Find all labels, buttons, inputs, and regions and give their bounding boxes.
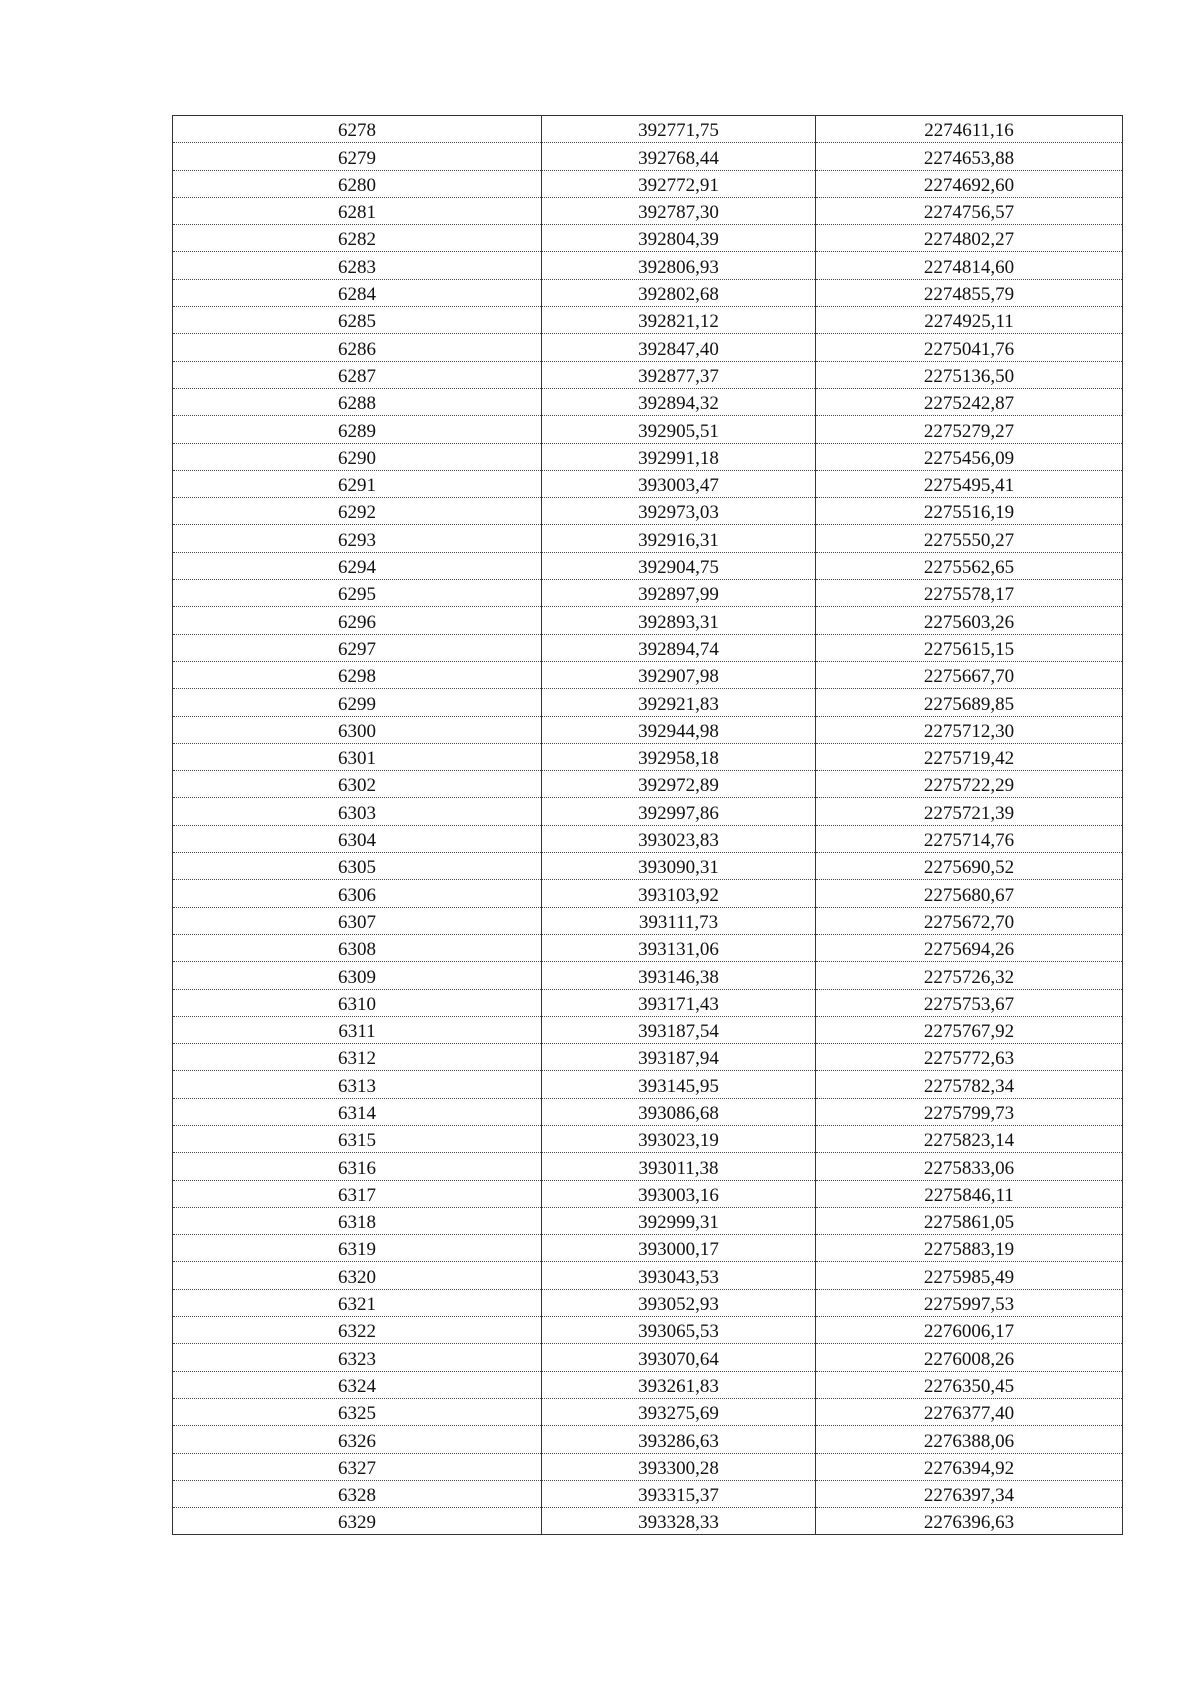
table-row — [173, 116, 1123, 143]
table-row — [173, 1044, 1123, 1071]
point-number-cell: 6295 — [173, 580, 542, 607]
y-coordinate-cell: 2275667,70 — [816, 661, 1123, 688]
x-coordinate-cell: 392904,75 — [542, 552, 816, 579]
x-coordinate-cell: 392991,18 — [542, 443, 816, 470]
y-coordinate-cell: 2274802,27 — [816, 225, 1123, 252]
x-coordinate-cell: 392944,98 — [542, 716, 816, 743]
table-row — [173, 880, 1123, 907]
table-row — [173, 634, 1123, 661]
point-number-cell: 6291 — [173, 470, 542, 497]
point-number-cell: 6280 — [173, 170, 542, 197]
point-number-cell: 6322 — [173, 1317, 542, 1344]
point-number-cell: 6292 — [173, 498, 542, 525]
x-coordinate-cell: 392821,12 — [542, 307, 816, 334]
table-row — [173, 416, 1123, 443]
point-number-cell: 6314 — [173, 1098, 542, 1125]
x-coordinate-cell: 393103,92 — [542, 880, 816, 907]
y-coordinate-cell: 2275753,67 — [816, 989, 1123, 1016]
point-number-cell: 6299 — [173, 689, 542, 716]
x-coordinate-cell: 393275,69 — [542, 1398, 816, 1425]
table-row — [173, 1125, 1123, 1152]
x-coordinate-cell: 393023,19 — [542, 1125, 816, 1152]
y-coordinate-cell: 2275719,42 — [816, 743, 1123, 770]
x-coordinate-cell: 392894,74 — [542, 634, 816, 661]
point-number-cell: 6282 — [173, 225, 542, 252]
point-number-cell: 6304 — [173, 825, 542, 852]
point-number-cell: 6312 — [173, 1044, 542, 1071]
x-coordinate-cell: 393145,95 — [542, 1071, 816, 1098]
x-coordinate-cell: 393086,68 — [542, 1098, 816, 1125]
x-coordinate-cell: 392787,30 — [542, 197, 816, 224]
y-coordinate-cell: 2275578,17 — [816, 580, 1123, 607]
x-coordinate-cell: 393023,83 — [542, 825, 816, 852]
coordinates-table — [172, 115, 1123, 1535]
table-row — [173, 1453, 1123, 1480]
point-number-cell: 6300 — [173, 716, 542, 743]
table-row — [173, 661, 1123, 688]
x-coordinate-cell: 392804,39 — [542, 225, 816, 252]
point-number-cell: 6324 — [173, 1371, 542, 1398]
point-number-cell: 6298 — [173, 661, 542, 688]
x-coordinate-cell: 392905,51 — [542, 416, 816, 443]
point-number-cell: 6297 — [173, 634, 542, 661]
point-number-cell: 6315 — [173, 1125, 542, 1152]
y-coordinate-cell: 2276396,63 — [816, 1508, 1123, 1535]
y-coordinate-cell: 2275833,06 — [816, 1153, 1123, 1180]
point-number-cell: 6301 — [173, 743, 542, 770]
table-row — [173, 1480, 1123, 1507]
point-number-cell: 6302 — [173, 771, 542, 798]
x-coordinate-cell: 393000,17 — [542, 1235, 816, 1262]
x-coordinate-cell: 393011,38 — [542, 1153, 816, 1180]
table-row — [173, 853, 1123, 880]
point-number-cell: 6308 — [173, 934, 542, 961]
y-coordinate-cell: 2275722,29 — [816, 771, 1123, 798]
y-coordinate-cell: 2275823,14 — [816, 1125, 1123, 1152]
x-coordinate-cell: 393261,83 — [542, 1371, 816, 1398]
table-row — [173, 1098, 1123, 1125]
y-coordinate-cell: 2274925,11 — [816, 307, 1123, 334]
y-coordinate-cell: 2274855,79 — [816, 279, 1123, 306]
point-number-cell: 6285 — [173, 307, 542, 334]
x-coordinate-cell: 393065,53 — [542, 1317, 816, 1344]
y-coordinate-cell: 2274653,88 — [816, 143, 1123, 170]
x-coordinate-cell: 393328,33 — [542, 1508, 816, 1535]
point-number-cell: 6296 — [173, 607, 542, 634]
y-coordinate-cell: 2275041,76 — [816, 334, 1123, 361]
x-coordinate-cell: 392997,86 — [542, 798, 816, 825]
point-number-cell: 6310 — [173, 989, 542, 1016]
table-row — [173, 1016, 1123, 1043]
table-row — [173, 798, 1123, 825]
table-row — [173, 498, 1123, 525]
table-row — [173, 1426, 1123, 1453]
x-coordinate-cell: 393003,16 — [542, 1180, 816, 1207]
y-coordinate-cell: 2275456,09 — [816, 443, 1123, 470]
y-coordinate-cell: 2275714,76 — [816, 825, 1123, 852]
table-row — [173, 989, 1123, 1016]
y-coordinate-cell: 2275767,92 — [816, 1016, 1123, 1043]
point-number-cell: 6289 — [173, 416, 542, 443]
point-number-cell: 6319 — [173, 1235, 542, 1262]
x-coordinate-cell: 392768,44 — [542, 143, 816, 170]
y-coordinate-cell: 2275680,67 — [816, 880, 1123, 907]
y-coordinate-cell: 2275726,32 — [816, 962, 1123, 989]
y-coordinate-cell: 2276008,26 — [816, 1344, 1123, 1371]
table-row — [173, 225, 1123, 252]
point-number-cell: 6293 — [173, 525, 542, 552]
x-coordinate-cell: 393187,54 — [542, 1016, 816, 1043]
x-coordinate-cell: 393111,73 — [542, 907, 816, 934]
table-row — [173, 825, 1123, 852]
table-row — [173, 1071, 1123, 1098]
x-coordinate-cell: 392771,75 — [542, 116, 816, 143]
point-number-cell: 6325 — [173, 1398, 542, 1425]
x-coordinate-cell: 393187,94 — [542, 1044, 816, 1071]
point-number-cell: 6318 — [173, 1207, 542, 1234]
table-row — [173, 388, 1123, 415]
point-number-cell: 6286 — [173, 334, 542, 361]
point-number-cell: 6321 — [173, 1289, 542, 1316]
table-row — [173, 689, 1123, 716]
point-number-cell: 6316 — [173, 1153, 542, 1180]
point-number-cell: 6305 — [173, 853, 542, 880]
y-coordinate-cell: 2276394,92 — [816, 1453, 1123, 1480]
y-coordinate-cell: 2275721,39 — [816, 798, 1123, 825]
y-coordinate-cell: 2275242,87 — [816, 388, 1123, 415]
x-coordinate-cell: 392972,89 — [542, 771, 816, 798]
table-row — [173, 580, 1123, 607]
table-row — [173, 1207, 1123, 1234]
y-coordinate-cell: 2275672,70 — [816, 907, 1123, 934]
table-row — [173, 170, 1123, 197]
point-number-cell: 6327 — [173, 1453, 542, 1480]
y-coordinate-cell: 2275883,19 — [816, 1235, 1123, 1262]
x-coordinate-cell: 392999,31 — [542, 1207, 816, 1234]
point-number-cell: 6284 — [173, 279, 542, 306]
x-coordinate-cell: 392907,98 — [542, 661, 816, 688]
x-coordinate-cell: 393286,63 — [542, 1426, 816, 1453]
table-row — [173, 279, 1123, 306]
point-number-cell: 6283 — [173, 252, 542, 279]
y-coordinate-cell: 2275997,53 — [816, 1289, 1123, 1316]
x-coordinate-cell: 393070,64 — [542, 1344, 816, 1371]
table-row — [173, 1398, 1123, 1425]
point-number-cell: 6326 — [173, 1426, 542, 1453]
point-number-cell: 6309 — [173, 962, 542, 989]
x-coordinate-cell: 392894,32 — [542, 388, 816, 415]
point-number-cell: 6306 — [173, 880, 542, 907]
table-row — [173, 197, 1123, 224]
point-number-cell: 6323 — [173, 1344, 542, 1371]
x-coordinate-cell: 392877,37 — [542, 361, 816, 388]
table-row — [173, 907, 1123, 934]
table-row — [173, 1317, 1123, 1344]
y-coordinate-cell: 2276006,17 — [816, 1317, 1123, 1344]
x-coordinate-cell: 393003,47 — [542, 470, 816, 497]
table-row — [173, 1180, 1123, 1207]
x-coordinate-cell: 392847,40 — [542, 334, 816, 361]
x-coordinate-cell: 393052,93 — [542, 1289, 816, 1316]
point-number-cell: 6329 — [173, 1508, 542, 1535]
y-coordinate-cell: 2275279,27 — [816, 416, 1123, 443]
table-row — [173, 143, 1123, 170]
x-coordinate-cell: 393131,06 — [542, 934, 816, 961]
point-number-cell: 6311 — [173, 1016, 542, 1043]
point-number-cell: 6294 — [173, 552, 542, 579]
x-coordinate-cell: 393090,31 — [542, 853, 816, 880]
table-row — [173, 1289, 1123, 1316]
table-row — [173, 771, 1123, 798]
x-coordinate-cell: 392973,03 — [542, 498, 816, 525]
x-coordinate-cell: 392916,31 — [542, 525, 816, 552]
y-coordinate-cell: 2275694,26 — [816, 934, 1123, 961]
y-coordinate-cell: 2274611,16 — [816, 116, 1123, 143]
x-coordinate-cell: 392921,83 — [542, 689, 816, 716]
x-coordinate-cell: 392806,93 — [542, 252, 816, 279]
table-row — [173, 1371, 1123, 1398]
point-number-cell: 6287 — [173, 361, 542, 388]
y-coordinate-cell: 2275689,85 — [816, 689, 1123, 716]
x-coordinate-cell: 392772,91 — [542, 170, 816, 197]
y-coordinate-cell: 2275136,50 — [816, 361, 1123, 388]
y-coordinate-cell: 2275799,73 — [816, 1098, 1123, 1125]
point-number-cell: 6278 — [173, 116, 542, 143]
y-coordinate-cell: 2274814,60 — [816, 252, 1123, 279]
y-coordinate-cell: 2275861,05 — [816, 1207, 1123, 1234]
point-number-cell: 6303 — [173, 798, 542, 825]
point-number-cell: 6290 — [173, 443, 542, 470]
table-row — [173, 334, 1123, 361]
x-coordinate-cell: 392897,99 — [542, 580, 816, 607]
point-number-cell: 6317 — [173, 1180, 542, 1207]
y-coordinate-cell: 2276377,40 — [816, 1398, 1123, 1425]
x-coordinate-cell: 392802,68 — [542, 279, 816, 306]
x-coordinate-cell: 393171,43 — [542, 989, 816, 1016]
y-coordinate-cell: 2274756,57 — [816, 197, 1123, 224]
y-coordinate-cell: 2275690,52 — [816, 853, 1123, 880]
y-coordinate-cell: 2275603,26 — [816, 607, 1123, 634]
point-number-cell: 6288 — [173, 388, 542, 415]
y-coordinate-cell: 2275562,65 — [816, 552, 1123, 579]
table-row — [173, 1235, 1123, 1262]
y-coordinate-cell: 2276350,45 — [816, 1371, 1123, 1398]
x-coordinate-cell: 393315,37 — [542, 1480, 816, 1507]
point-number-cell: 6279 — [173, 143, 542, 170]
table-row — [173, 934, 1123, 961]
y-coordinate-cell: 2275550,27 — [816, 525, 1123, 552]
table-row — [173, 361, 1123, 388]
x-coordinate-cell: 393146,38 — [542, 962, 816, 989]
y-coordinate-cell: 2276388,06 — [816, 1426, 1123, 1453]
table-row — [173, 607, 1123, 634]
table-row — [173, 962, 1123, 989]
x-coordinate-cell: 392958,18 — [542, 743, 816, 770]
x-coordinate-cell: 393043,53 — [542, 1262, 816, 1289]
point-number-cell: 6313 — [173, 1071, 542, 1098]
table-row — [173, 716, 1123, 743]
y-coordinate-cell: 2276397,34 — [816, 1480, 1123, 1507]
y-coordinate-cell: 2275516,19 — [816, 498, 1123, 525]
table-row — [173, 1262, 1123, 1289]
table-row — [173, 252, 1123, 279]
table-row — [173, 1153, 1123, 1180]
y-coordinate-cell: 2275712,30 — [816, 716, 1123, 743]
y-coordinate-cell: 2274692,60 — [816, 170, 1123, 197]
y-coordinate-cell: 2275772,63 — [816, 1044, 1123, 1071]
table-row — [173, 1508, 1123, 1535]
table-row — [173, 525, 1123, 552]
point-number-cell: 6320 — [173, 1262, 542, 1289]
coordinates-table-body — [173, 116, 1123, 1535]
point-number-cell: 6307 — [173, 907, 542, 934]
table-row — [173, 307, 1123, 334]
point-number-cell: 6281 — [173, 197, 542, 224]
point-number-cell: 6328 — [173, 1480, 542, 1507]
table-row — [173, 1344, 1123, 1371]
table-row — [173, 743, 1123, 770]
x-coordinate-cell: 392893,31 — [542, 607, 816, 634]
y-coordinate-cell: 2275985,49 — [816, 1262, 1123, 1289]
y-coordinate-cell: 2275495,41 — [816, 470, 1123, 497]
y-coordinate-cell: 2275782,34 — [816, 1071, 1123, 1098]
x-coordinate-cell: 393300,28 — [542, 1453, 816, 1480]
y-coordinate-cell: 2275615,15 — [816, 634, 1123, 661]
table-row — [173, 443, 1123, 470]
table-row — [173, 470, 1123, 497]
y-coordinate-cell: 2275846,11 — [816, 1180, 1123, 1207]
table-row — [173, 552, 1123, 579]
